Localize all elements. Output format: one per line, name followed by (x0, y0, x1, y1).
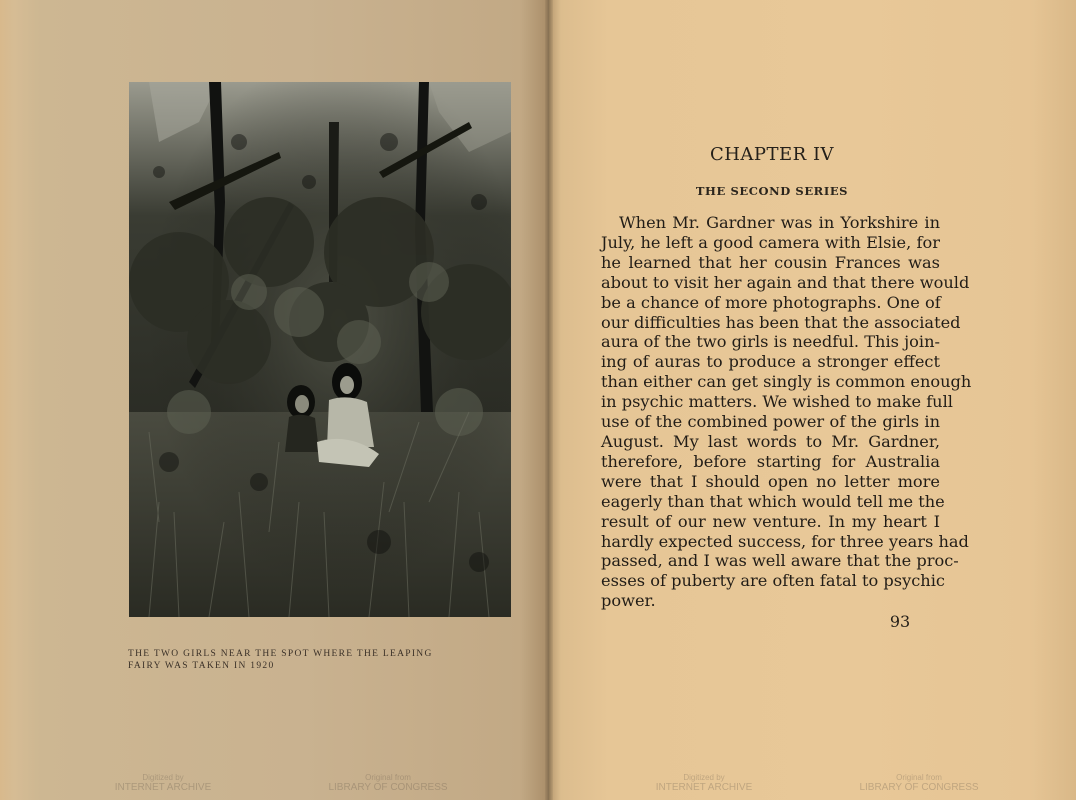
text-line: esses of puberty are often fatal to psychic (601, 571, 945, 591)
text-line: use of the combined power of the girls in (601, 412, 940, 432)
text-line: eagerly than that which would tell me the (601, 491, 945, 511)
watermark-line: LIBRARY OF CONGRESS (859, 782, 979, 793)
text-line: July, he left a good camera with Elsie, for (601, 232, 940, 252)
text-line: in psychic matters. We wished to make full (601, 392, 953, 412)
watermark-line: Original from (896, 773, 942, 782)
page-number: 93 (889, 612, 911, 631)
text-line: therefore, before starting for Australia (601, 451, 940, 471)
text-line: about to visit her again and that there would (601, 272, 970, 292)
photo-caption (128, 648, 448, 672)
text-line: he learned that her cousin Frances was (601, 252, 940, 272)
text-line: power. (601, 591, 656, 611)
text-line: be a chance of more photographs. One of (601, 292, 941, 312)
text-line: were that I should open no letter more (601, 471, 940, 491)
photograph-two-girls-in-woods (129, 82, 511, 617)
watermark-internet-archive-left (73, 773, 253, 793)
text-line: aura of the two girls is needful. This join- (601, 332, 940, 352)
caption-line-2: FAIRY WAS TAKEN IN 1920 (128, 661, 275, 671)
caption-line-1: THE TWO GIRLS NEAR THE SPOT WHERE THE LEAPING (128, 649, 433, 659)
chapter-title: CHAPTER IV (709, 144, 835, 165)
body-paragraph (601, 213, 972, 611)
text-line: When Mr. Gardner was in Yorkshire in (619, 213, 940, 232)
watermark-line: Original from (365, 773, 411, 782)
text-line: than either can get singly is common enough (601, 372, 972, 392)
section-title: THE SECOND SERIES (695, 184, 849, 198)
watermark-line: Digitized by (142, 773, 184, 782)
watermark-line: INTERNET ARCHIVE (114, 782, 212, 793)
text-line: result of our new venture. In my heart I (601, 511, 940, 531)
text-line: passed, and I was well aware that the proc- (601, 551, 959, 571)
photograph-image (129, 82, 511, 617)
book-gutter (545, 0, 553, 800)
text-line: ing of auras to produce a stronger effect (601, 352, 940, 372)
watermark-library-of-congress-left (298, 773, 478, 793)
watermark-line: INTERNET ARCHIVE (655, 782, 753, 793)
text-line: our difficulties has been that the associated (601, 312, 961, 332)
watermark-line: LIBRARY OF CONGRESS (328, 782, 448, 793)
watermark-library-of-congress-right (829, 773, 1009, 793)
text-line: hardly expected success, for three years had (601, 531, 969, 551)
watermark-internet-archive-right (614, 773, 794, 793)
text-line: August. My last words to Mr. Gardner, (601, 431, 940, 451)
watermark-line: Digitized by (683, 773, 725, 782)
